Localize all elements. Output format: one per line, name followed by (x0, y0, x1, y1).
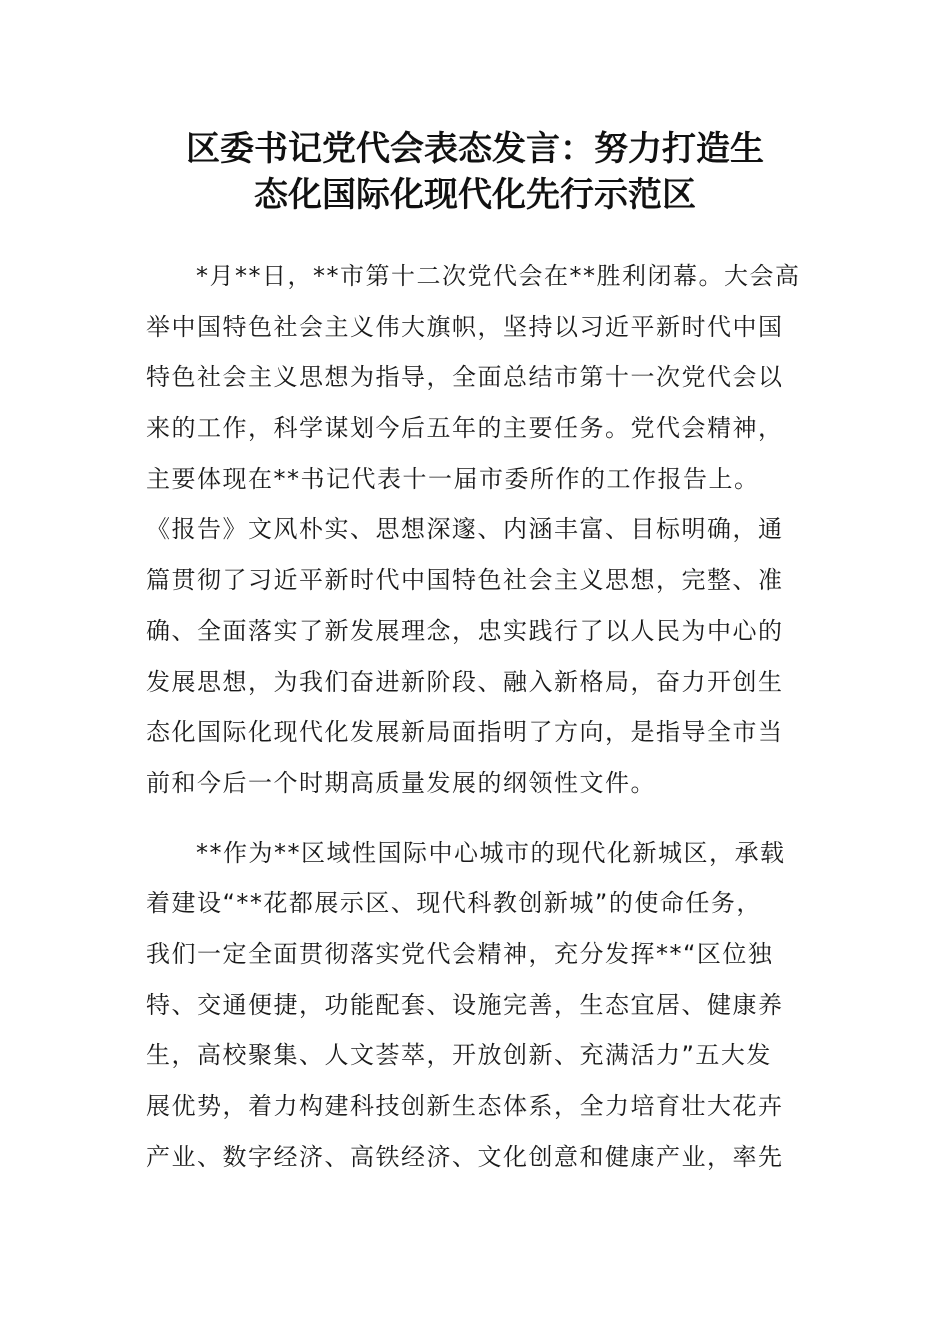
text-line: 发展思想，为我们奋进新阶段、融入新格局，奋力开创生 (146, 667, 784, 696)
paragraph-1 (146, 251, 804, 809)
document-title (150, 126, 800, 218)
text-line: *月**日，**市第十二次党代会在**胜利闭幕。大会高 (196, 262, 801, 290)
text-line: 特、交通便捷，功能配套、设施完善，生态宜居、健康养 (146, 990, 784, 1019)
text-line: 特色社会主义思想为指导，全面总结市第十一次党代会以 (146, 363, 784, 392)
text-line: 《报告》文风朴实、思想深邃、内涵丰富、目标明确，通 (146, 515, 784, 544)
text-line: 展优势，着力构建科技创新生态体系，全力培育壮大花卉 (146, 1092, 784, 1120)
text-line: 产业、数字经济、高铁经济、文化创意和健康产业，率先 (146, 1142, 784, 1171)
text-line: 着建设“**花都展示区、现代科教创新城”的使命任务， (146, 889, 762, 918)
text-line: 我们一定全面贯彻落实党代会精神，充分发挥**“区位独 (146, 939, 774, 968)
title-line-1: 区委书记党代会表态发言：努力打造生 (186, 129, 764, 169)
text-line: 确、全面落实了新发展理念，忠实践行了以人民为中心的 (146, 616, 784, 645)
text-line: 举中国特色社会主义伟大旗帜，坚持以习近平新时代中国 (146, 312, 784, 341)
text-line: 篇贯彻了习近平新时代中国特色社会主义思想，完整、准 (146, 566, 784, 595)
document-body (146, 251, 804, 1182)
text-line: 态化国际化现代化发展新局面指明了方向，是指导全市当 (146, 718, 784, 747)
text-line: 生，高校聚集、人文荟萃，开放创新、充满活力”五大发 (146, 1041, 772, 1070)
paragraph-2 (146, 828, 804, 1183)
title-line-2: 态化国际化现代化先行示范区 (254, 175, 696, 215)
text-line: 来的工作，科学谋划今后五年的主要任务。党代会精神， (146, 414, 784, 443)
text-line: 主要体现在**书记代表十一届市委所作的工作报告上。 (146, 464, 760, 493)
text-line: **作为**区域性国际中心城市的现代化新城区，承载 (196, 838, 786, 867)
text-line: 前和今后一个时期高质量发展的纲领性文件。 (146, 768, 656, 797)
